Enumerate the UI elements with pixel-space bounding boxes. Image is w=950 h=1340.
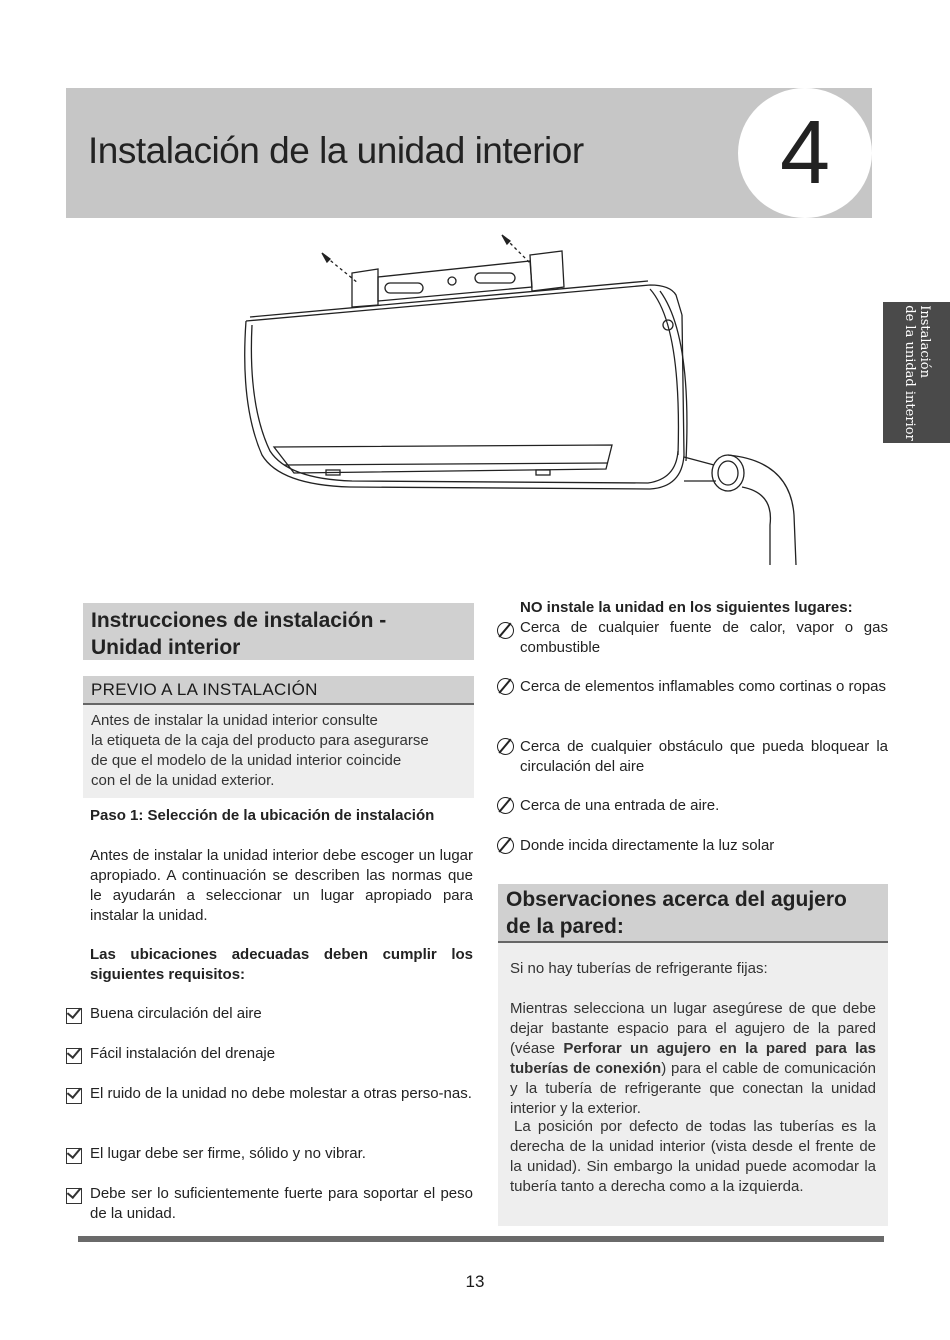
no-item: Cerca de cualquier obstáculo que pueda bloquear la circulación del aire	[520, 738, 888, 775]
checkbox-icon	[66, 1188, 82, 1204]
indoor-unit-illustration	[230, 225, 810, 575]
prohibited-icon	[497, 738, 514, 755]
obs-paragraph-3: La posición por defecto de todas las tuberías es la derecha de la unidad interior (vista desde el frente de la unidad). Sin embargo la unidad puede acomodar la tubería tanto a derecha como a la izquierda.	[510, 1118, 876, 1195]
obs-paragraph-1: Si no hay tuberías de refrigerante fijas:	[510, 960, 768, 977]
prohibited-icon	[497, 797, 514, 814]
installation-instructions-title: Instrucciones de instalación - Unidad interior	[83, 603, 474, 660]
checkbox-icon	[66, 1008, 82, 1024]
prohibited-icon	[497, 837, 514, 854]
no-item: Cerca de cualquier fuente de calor, vapor o gas combustible	[520, 619, 888, 656]
no-install-title: NO instale la unidad en los siguientes lugares:	[520, 599, 853, 616]
obs-paragraph-2: Mientras selecciona un lugar asegúrese de que debe dejar bastante espacio para el agujero de la pared (véase Perforar un agujero en la pared para las tuberías de conexión) para el cable de comunicación y la tubería de refrigerante que conectan la unidad interior y la exterior.	[510, 1000, 876, 1117]
check-item: El lugar debe ser firme, sólido y no vibrar.	[90, 1145, 366, 1162]
no-item: Donde incida directamente la luz solar	[520, 837, 775, 854]
page-title: Instalación de la unidad interior	[88, 130, 584, 171]
previo-box: Antes de instalar la unidad interior consulte la etiqueta de la caja del producto para asegurarse de que el modelo de la unidad interior coincide con el de la unidad exterior.	[83, 705, 474, 798]
step-text: Antes de instalar la unidad interior debe escoger un lugar apropiado. A continuación se describen las normas que le ayudarán a seleccionar un lugar apropiado para instalar la unidad.	[90, 847, 473, 924]
check-item: Debe ser lo suficientemente fuerte para soportar el peso de la unidad.	[90, 1185, 473, 1222]
prohibited-icon	[497, 678, 514, 695]
wall-hole-notes-title: Observaciones acerca del agujero de la pared:	[498, 884, 888, 943]
side-tab	[883, 302, 950, 443]
chapter-number: 4	[738, 88, 872, 218]
check-item: El ruido de la unidad no debe molestar a otras perso-nas.	[90, 1085, 472, 1102]
side-tab-line-1: Instalación	[916, 304, 932, 378]
page-number: 13	[465, 1272, 485, 1291]
footer-rule	[78, 1236, 884, 1242]
side-tab-line-2: de la unidad interior	[901, 304, 917, 441]
check-item: Fácil instalación del drenaje	[90, 1045, 276, 1062]
prohibited-icon	[497, 622, 514, 639]
check-item: Buena circulación del aire	[90, 1005, 262, 1022]
previo-heading: PREVIO A LA INSTALACIÓN	[83, 676, 474, 705]
step-title: Paso 1: Selección de la ubicación de instalación	[90, 807, 435, 824]
no-item: Cerca de elementos inflamables como cortinas o ropas	[520, 678, 887, 695]
no-item: Cerca de una entrada de aire.	[520, 797, 720, 814]
checkbox-icon	[66, 1048, 82, 1064]
checkbox-icon	[66, 1148, 82, 1164]
checkbox-icon	[66, 1088, 82, 1104]
wall-hole-notes-box	[498, 943, 888, 1226]
requirements-title: Las ubicaciones adecuadas deben cumplir los siguientes requisitos:	[90, 946, 473, 983]
